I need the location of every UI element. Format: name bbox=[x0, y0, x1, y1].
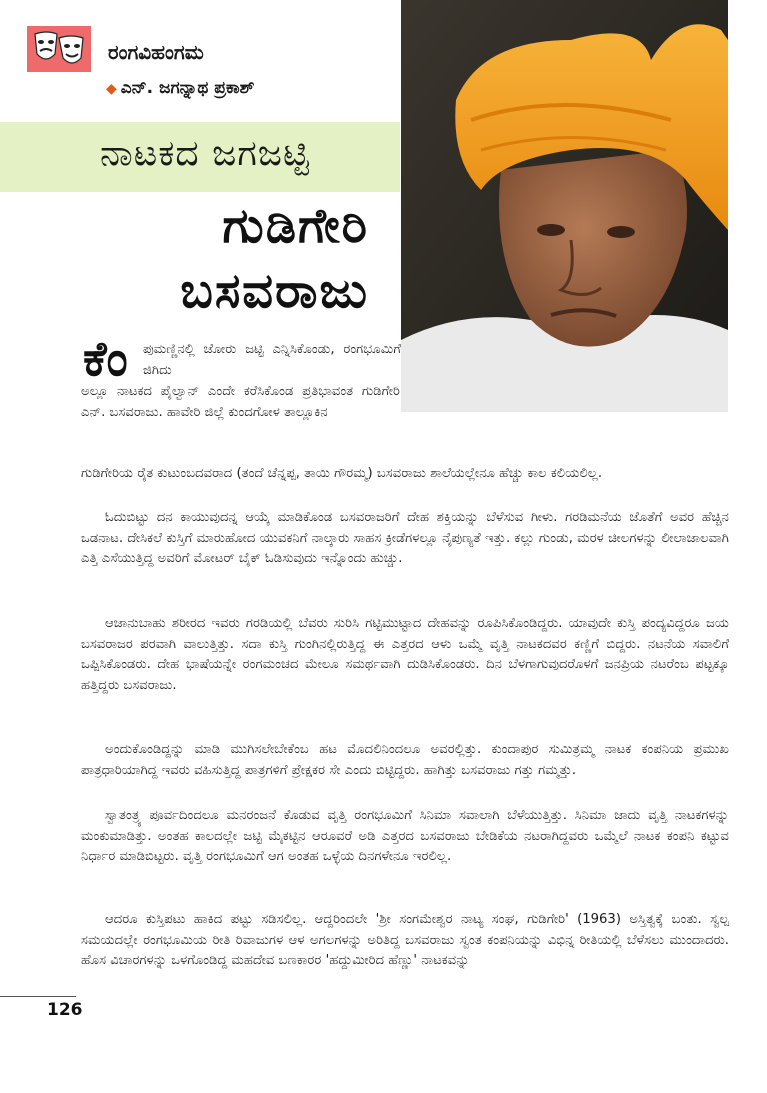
intro-paragraph-mid: ಅಲ್ಲೂ ನಾಟಕದ ಪೈಲ್ವಾನ್ ಎಂದೇ ಕರೆಸಿಕೊಂಡ ಪ್ರತಿಭಾವಂತ ಗುಡಿಗೇರಿ ಎನ್. ಬಸವರಾಜು. ಹಾವೇರಿ ಜಿಲ್ಲೆ ಕುಂದಗೋಳ ತಾಲ್ಲೂಕಿನ bbox=[81, 384, 400, 420]
theatre-masks-icon bbox=[27, 26, 91, 72]
byline bbox=[106, 78, 254, 98]
theatre-masks-logo bbox=[27, 26, 91, 72]
page-number: 126 bbox=[47, 1000, 83, 1020]
drop-cap: ಕೆಂ bbox=[83, 331, 128, 387]
intro-paragraph-rest: ಗುಡಿಗೇರಿಯ ರೈತ ಕುಟುಂಬದವರಾದ (ತಂದೆ ಚೆನ್ನಪ್ಪ, ತಾಯಿ ಗೌರಮ್ಮ) ಬಸವರಾಜು ಶಾಲೆಯಲ್ಲೇನೂ ಹೆಚ್ಚು ಕಾಲ ಕಲಿಯಲಿಲ್ಲ. bbox=[81, 466, 603, 481]
headline-line-1: ಗುಡಿಗೇರಿ bbox=[222, 198, 369, 254]
column-title: ರಂಗವಿಹಂಗಮ bbox=[108, 40, 204, 64]
author-name: ಎನ್. ಜಗನ್ನಾಥ ಪ್ರಕಾಶ್ bbox=[120, 78, 255, 98]
diamond-bullet-icon: ◆ bbox=[106, 81, 117, 97]
article-kicker: ನಾಟಕದ ಜಗಜಟ್ಟಿ bbox=[100, 133, 311, 174]
page-number-rule bbox=[0, 996, 76, 997]
portrait-photo bbox=[401, 0, 728, 412]
paragraph-3: ಆಜಾನುಬಾಹು ಶರೀರದ ಇವರು ಗರಡಿಯಲ್ಲಿ ಬೆವರು ಸುರಿಸಿ ಗಟ್ಟಿಮುಟ್ಟಾದ ದೇಹವನ್ನು ರೂಪಿಸಿಕೊಂಡಿದ್ದರು. ಯಾವುದೇ ಕುಸ್ತಿ ಪಂದ್ಯವಿದ್ದರೂ ಜಯ ಬಸವರಾಜರ ಪರವಾಗಿ ವಾಲುತ್ತಿತ್ತು. ಸದಾ ಕುಸ್ತಿ ಗುಂಗಿನಲ್ಲಿರುತ್ತಿದ್ದ ಈ ಎತ್ತರದ ಆಳು ಒಮ್ಮೆ ವೃತ್ತಿ ನಾಟಕದವರ ಕಣ್ಣಿಗೆ ಬಿದ್ದರು. ನಟನೆಯ ಸವಾಲಿಗೆ ಒಪ್ಪಿಸಿಕೊಂಡರು. ದೇಹ ಭಾಷೆಯನ್ನೇ ರಂಗಮಂಚದ ಮೇಲೂ ಸಮರ್ಥವಾಗಿ ದುಡಿಸಿಕೊಂಡರು. ದಿನ ಬೆಳಗಾಗುವುದರೊಳಗೆ ಜನಪ್ರಿಯ ನಟರೆಂಬ ಪಟ್ಟಕ್ಕೂ ಹತ್ತಿದ್ದರು ಬಸವರಾಜು. bbox=[81, 616, 729, 694]
paragraph-6: ಆದರೂ ಕುಸ್ತಿಪಟು ಹಾಕಿದ ಪಟ್ಟು ಸಡಿಸಲಿಲ್ಲ. ಆದ್ದರಿಂದಲೇ 'ಶ್ರೀ ಸಂಗಮೇಶ್ವರ ನಾಟ್ಯ ಸಂಘ, ಗುಡಿಗೇರಿ' (1963) ಅಸ್ತಿತ್ವಕ್ಕೆ ಬಂತು. ಸ್ವಲ್ಪ ಸಮಯದಲ್ಲೇ ರಂಗಭೂಮಿಯ ರೀತಿ ರಿವಾಜುಗಳ ಆಳ ಅಗಲಗಳನ್ನು ಅರಿತಿದ್ದ ಬಸವರಾಜು ಸ್ವಂತ ಕಂಪನಿಯನ್ನು ವಿಭಿನ್ನ ರೀತಿಯಲ್ಲಿ ಬೆಳೆಸಲು ಮುಂದಾದರು. ಹೊಸ ವಿಚಾರಗಳನ್ನು ಒಳಗೊಂಡಿದ್ದ ಮಹದೇವ ಬಣಕಾರರ 'ಹದ್ದುಮೀರಿದ ಹೆಣ್ಣು' ನಾಟಕವನ್ನು bbox=[81, 912, 729, 969]
headline-line-2: ಬಸವರಾಜು bbox=[180, 263, 369, 319]
paragraph-4: ಅಂದುಕೊಂಡಿದ್ದನ್ನು ಮಾಡಿ ಮುಗಿಸಲೇಬೇಕೆಂಬ ಹಟ ಮೊದಲಿನಿಂದಲೂ ಅವರಲ್ಲಿತ್ತು. ಕುಂದಾಪುರ ಸುಮಿತ್ರಮ್ಮ ನಾಟಕ ಕಂಪನಿಯ ಪ್ರಮುಖ ಪಾತ್ರಧಾರಿಯಾಗಿದ್ದ ಇವರು ವಹಿಸುತ್ತಿದ್ದ ಪಾತ್ರಗಳಿಗೆ ಪ್ರೇಕ್ಷಕರ ಸೇ ಎಂದು ಬಿಟ್ಟಿದ್ದರು. ಹಾಗಿತ್ತು ಬಸವರಾಜು ಗತ್ತು ಗಮ್ಮತ್ತು. bbox=[81, 742, 729, 778]
portrait-photo-icon bbox=[401, 0, 728, 412]
intro-paragraph-narrow: ಪುಮಣ್ಣಿನಲ್ಲಿ ಜೋರು ಜಟ್ಟಿ ಎನ್ನಿಸಿಕೊಂಡು, ರಂಗಭೂಮಿಗೆ ಜಿಗಿದು bbox=[143, 342, 401, 378]
paragraph-2: ಓದುಬಿಟ್ಟು ದನ ಕಾಯುವುದನ್ನ ಆಯ್ಕೆ ಮಾಡಿಕೊಂಡ ಬಸವರಾಜರಿಗೆ ದೇಹ ಶಕ್ತಿಯನ್ನು ಬೆಳೆಸುವ ಗೀಳು. ಗರಡಿಮನೆಯ ಜೊತೆಗೆ ಅವರ ಹೆಚ್ಚಿನ ಒಡನಾಟ. ದೇಸಿಕಲೆ ಕುಸ್ತಿಗೆ ಮಾರುಹೋದ ಯುವಕನಿಗೆ ನಾಲ್ಕಾರು ಸಾಹಸ ಕ್ರೀಡೆಗಳಲ್ಲೂ ನೈಪುಣ್ಯತೆ ಇತ್ತು. ಕಲ್ಲು ಗುಂಡು, ಮರಳ ಚೀಲಗಳನ್ನು ಲೀಲಾಜಾಲವಾಗಿ ಎತ್ತಿ ಎಸೆಯುತ್ತಿದ್ದ ಅವರಿಗೆ ಮೋಟರ್ ಬೈಕ್ ಓಡಿಸುವುದು ಇನ್ನೊಂದು ಹುಚ್ಚು. bbox=[81, 510, 729, 567]
paragraph-5: ಸ್ವಾತಂತ್ರ್ಯ ಪೂರ್ವದಿಂದಲೂ ಮನರಂಜನೆ ಕೊಡುವ ವೃತ್ತಿ ರಂಗಭೂಮಿಗೆ ಸಿನಿಮಾ ಸವಾಲಾಗಿ ಬೆಳೆಯುತ್ತಿತ್ತು. ಸಿನಿಮಾ ಜಾದು ವೃತ್ತಿ ನಾಟಕಗಳನ್ನು ಮಂಕುಮಾಡಿತ್ತು. ಅಂತಹ ಕಾಲದಲ್ಲೇ ಜಟ್ಟಿ ಮೈಕಟ್ಟಿನ ಆರೂವರೆ ಅಡಿ ಎತ್ತರದ ಬಸವರಾಜು ಬೇಡಿಕೆಯ ನಟರಾಗಿದ್ದವರು ಒಮ್ಮೆಲೆ ನಾಟಕ ಕಂಪನಿ ಕಟ್ಟುವ ನಿರ್ಧಾರ ಮಾಡಿಬಿಟ್ಟರು. ವೃತ್ತಿ ರಂಗಭೂಮಿಗೆ ಆಗ ಅಂತಹ ಒಳ್ಳೆಯ ದಿನಗಳೇನೂ ಇರಲಿಲ್ಲ. bbox=[81, 808, 729, 865]
